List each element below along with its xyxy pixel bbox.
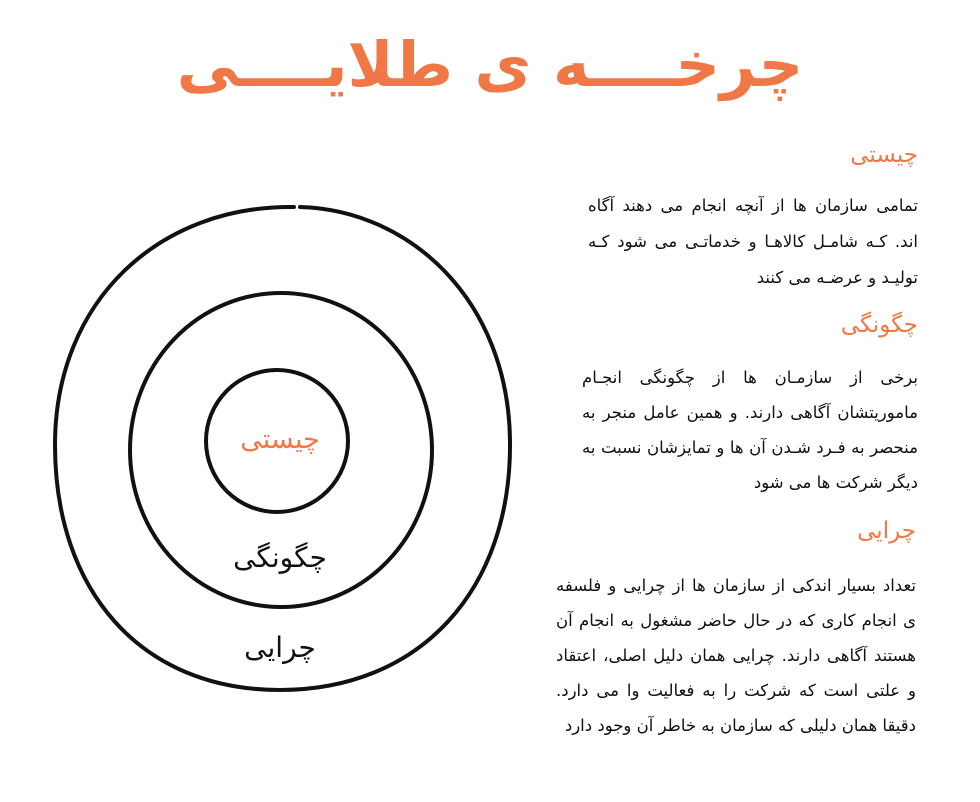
section-heading: چیستی	[850, 142, 918, 168]
section-heading: چگونگی	[840, 312, 918, 338]
outer-ring-label: چرایی	[244, 631, 316, 664]
section-body: تمامی سازمان ها از آنچه انجام می دهند آگاه اند. کـه شامـل کالاهـا و خدماتـی می شود کـه تولیـد و عرضـه می کنند	[588, 196, 918, 287]
section-body: تعداد بسیار اندکی از سازمان ها از چرایی و فلسفه ی انجام کاری که در حال حاضر مشغول به انجام آن هستند آگاهی دارند. چرایی همان دلیل اصلی، اعتقاد و علتی است که شرکت را به فعالیت وا می دارد. دقیقا همان دلیلی که سازمان به خاطر آن وجود دارد	[556, 576, 916, 735]
section-how	[582, 310, 918, 500]
section-heading: چرایی	[857, 518, 916, 544]
inner-ring-label: چیستی	[240, 424, 320, 455]
middle-ring-label: چگونگی	[233, 541, 327, 574]
section-what	[588, 140, 918, 296]
page-title: چرخــــه ی طلایــــی	[176, 28, 804, 101]
section-why	[556, 516, 916, 743]
section-body: برخی از سازمـان ها از چگونگی انجـام ماموریتشان آگاهی دارند. و همین عامل منجر به منحصر به فـرد شـدن آن ها و تمایزشان نسبت به دیگر شرکت ها می شود	[582, 368, 918, 492]
